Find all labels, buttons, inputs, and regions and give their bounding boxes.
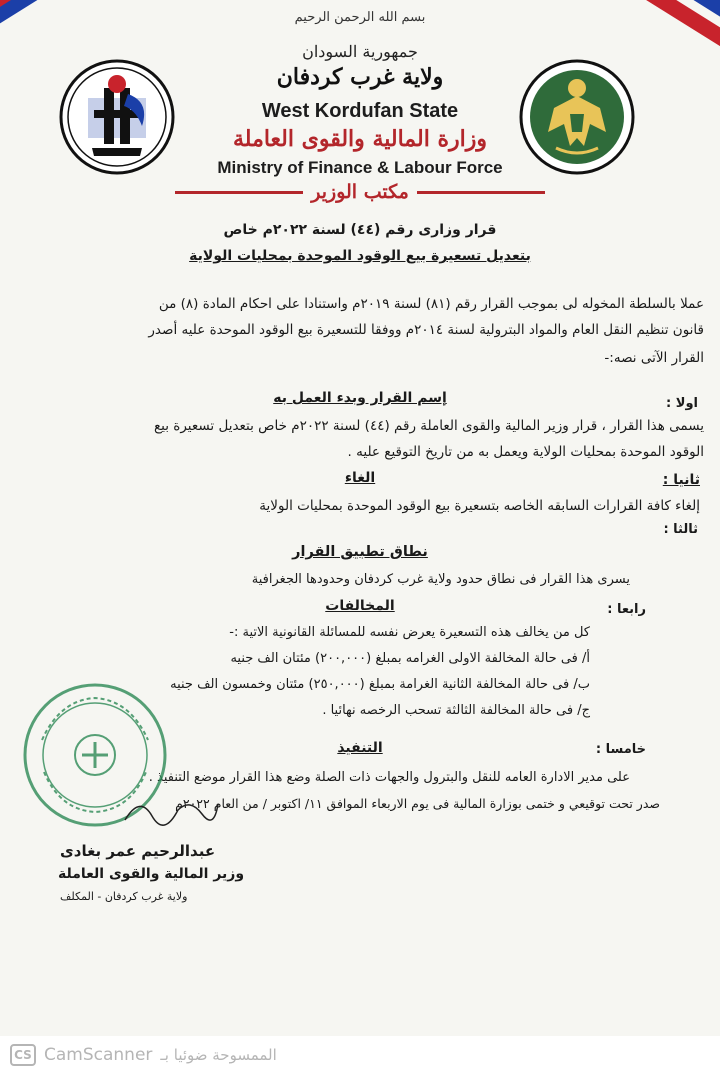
- signature-scribble: [120, 790, 220, 830]
- signatory-sub: ولاية غرب كردفان - المكلف: [60, 890, 188, 903]
- camscanner-logo-icon: CS: [10, 1044, 36, 1066]
- republic-name: جمهورية السودان: [302, 42, 418, 61]
- section-fifth-line: على مدير الادارة العامه للنقل والبترول والجهات ذات الصلة وضع هذا القرار موضع التنفيذ .: [148, 770, 630, 785]
- section-fourth-line-4: ج/ فى حالة المخالفة الثالثة تسحب الرخصه نهائيا .: [322, 703, 590, 718]
- state-emblem-logo: [58, 58, 176, 176]
- camscanner-brand: CamScanner: [44, 1045, 153, 1065]
- office-row: [175, 180, 545, 204]
- section-fifth-title: التنفيذ: [337, 740, 383, 756]
- scanner-watermark: [0, 1036, 720, 1074]
- office-line-right: [417, 191, 545, 194]
- section-first-line-1: يسمى هذا القرار ، قرار وزير المالية والقوى العاملة رقم (٤٤) لسنة ٢٠٢٢م خاص بتعديل تسعيرة بيع: [153, 418, 704, 434]
- section-fourth-line-2: أ/ فى حالة المخالفة الاولى الغرامه بمبلغ (٢٠٠,٠٠٠) مئتان الف جنيه: [230, 651, 590, 666]
- section-first-title: إسم القرار وبدء العمل به: [273, 390, 447, 406]
- preamble-line-2: قانون تنظيم النقل العام والمواد البترولية لسنة ٢٠١٤م ووفقا للتسعيرة بيع الوقود الموحدة عليه أصدر: [148, 322, 704, 338]
- state-name-ar: ولاية غرب كردفان: [276, 64, 444, 90]
- section-second-label: ثانيا :: [662, 472, 700, 488]
- preamble-line-1: عملا بالسلطة المخوله لى بموجب القرار رقم (٨١) لسنة ٢٠١٩م واستنادا على احكام المادة (٨) من: [158, 296, 704, 312]
- section-fourth-title: المخالفات: [325, 598, 395, 614]
- sudan-eagle-emblem-logo: [518, 58, 636, 176]
- section-fourth-line-1: كل من يخالف هذه التسعيرة يعرض نفسه للمسائلة القانونية الاتية :-: [229, 625, 590, 640]
- signatory-name: عبدالرحيم عمر بغادى: [60, 842, 216, 860]
- section-first-line-2: الوقود الموحدة بمحليات الولاية ويعمل به من تاريخ التوقيع عليه .: [347, 444, 704, 460]
- section-fourth-line-3: ب/ فى حالة المخالفة الثانية الغرامة بمبلغ (٢٥٠,٠٠٠) مئتان وخمسون الف جنيه: [170, 677, 590, 692]
- bismillah: بسم الله الرحمن الرحيم: [294, 10, 426, 25]
- preamble-line-3: القرار الآتى نصه:-: [604, 350, 704, 366]
- ministry-name-en: Ministry of Finance & Labour Force: [217, 158, 503, 177]
- section-fourth-label: رابعا :: [607, 602, 646, 617]
- state-name-en: West Kordufan State: [261, 100, 459, 122]
- ministry-name-ar: وزارة المالية والقوى العاملة: [232, 126, 487, 152]
- section-third-title: نطاق تطبيق القرار: [292, 544, 428, 560]
- section-first-label: اولا :: [666, 396, 698, 411]
- camscanner-ar-text: الممسوحة ضوئيا بـ: [160, 1046, 277, 1064]
- office-title: مكتب الوزير: [311, 181, 409, 203]
- signatory-title: وزير المالية والقوى العاملة: [58, 866, 245, 882]
- decree-subject: بتعديل تسعيرة بيع الوقود الموحدة بمحليات الولاية: [189, 248, 531, 264]
- section-third-line: يسرى هذا القرار فى نطاق حدود ولاية غرب كردفان وحدودها الجغرافية: [251, 572, 630, 587]
- issued-line: صدر تحت توقيعي و ختمى بوزارة المالية فى يوم الاربعاء الموافق ١١/ اكتوبر / من العام ٢٠٢٢م: [175, 796, 660, 811]
- office-line-left: [175, 191, 303, 194]
- section-third-label: ثالثا :: [663, 522, 698, 537]
- section-second-line: إلغاء كافة القرارات السابقه الخاصه بتسعيرة بيع الوقود الموحدة بمحليات الولاية: [259, 498, 700, 514]
- decree-number: قرار وزارى رقم (٤٤) لسنة ٢٠٢٢م خاص: [223, 222, 497, 238]
- section-fifth-label: خامسا :: [595, 742, 646, 757]
- section-second-title: الغاء: [344, 470, 376, 486]
